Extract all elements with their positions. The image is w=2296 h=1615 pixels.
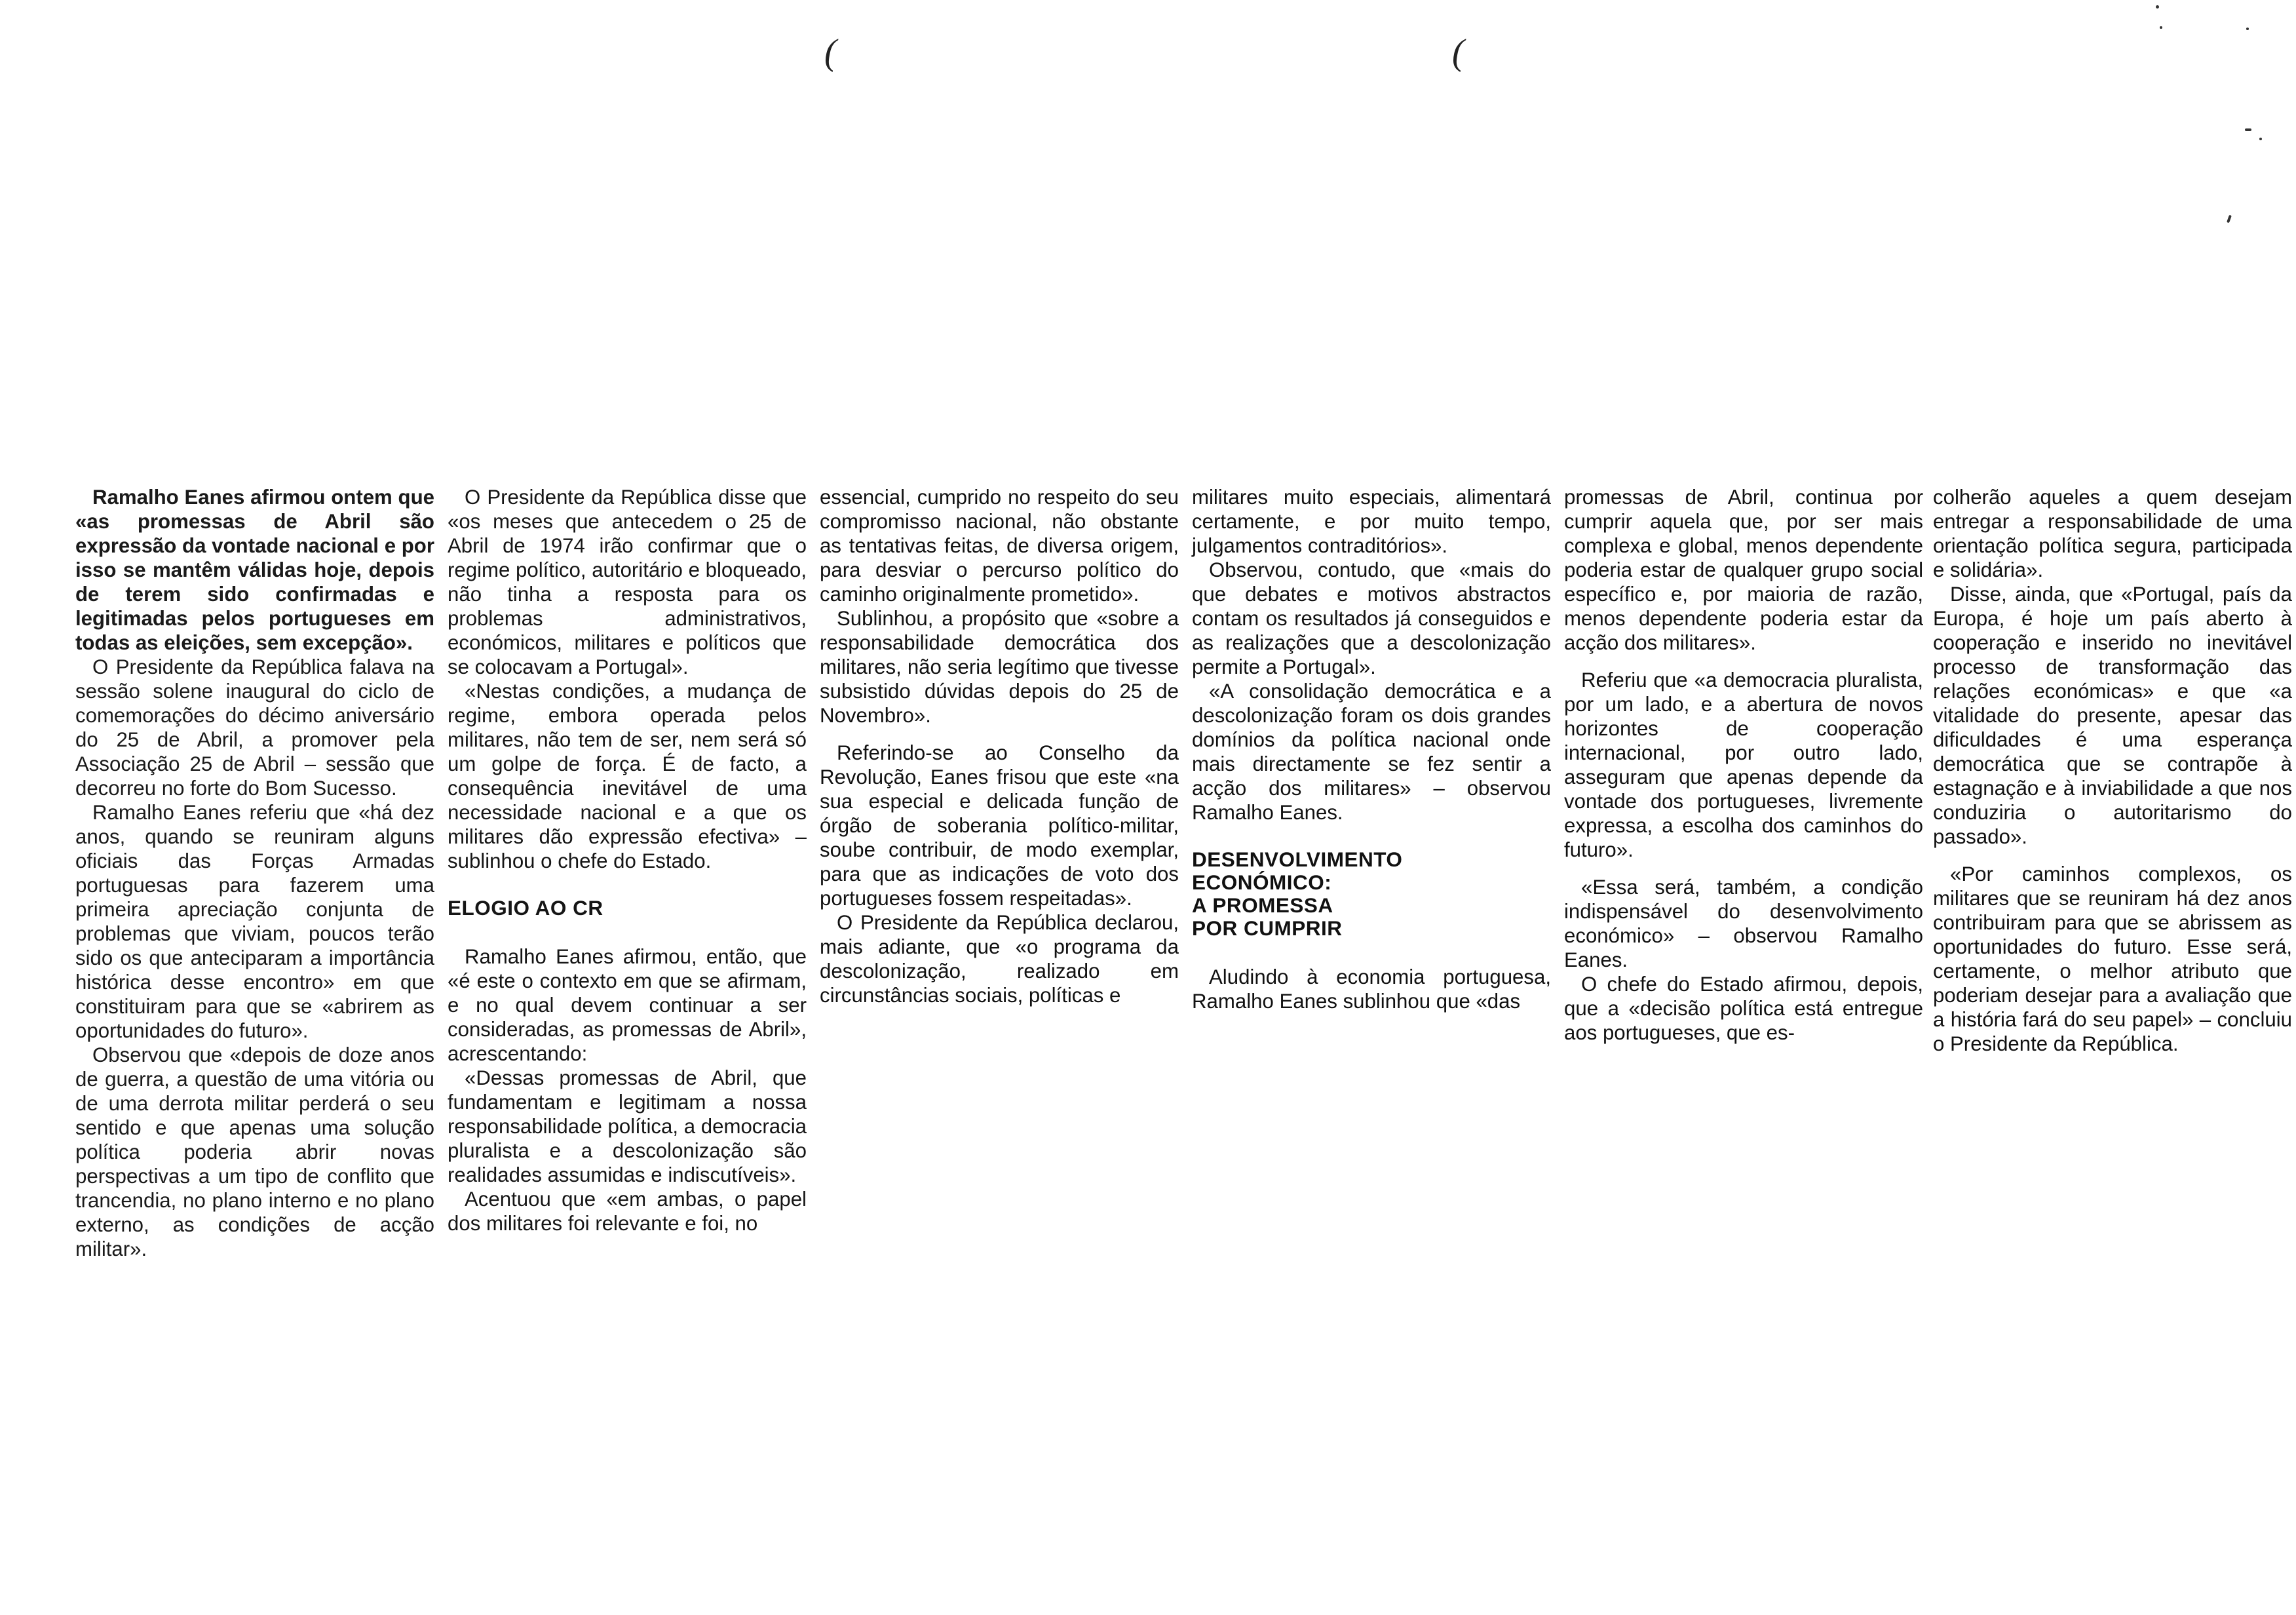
paragraph: «Por caminhos complexos, os militares que se reuniram há dez anos contribuiram para que se abrissem as oportunidades do futuro. Esse será, certamente, o melhor atributo que poderiam desejar para a avaliação que a história fará do seu papel» – concluiu o Presidente da República. [1933,863,2292,1055]
paragraph: militares muito especiais, alimentará certamente, e por muito tempo, julgamentos contraditórios». [1192,486,1551,557]
scan-speck [2160,26,2162,29]
heading-line: POR CUMPRIR [1192,916,1343,940]
paragraph: O Presidente da República disse que «os meses que antecedem o 25 de Abril de 1974 irão confirmar que o regime político, autoritário e bloqueado, não tinha a resposta para os problemas administrativos, económicos, militares e políticos que se colocavam a Portugal». [448,486,807,678]
paragraph: «Essa será, também, a condição indispensável do desenvolvimento económico» – observou Ramalho Eanes. [1564,876,1923,971]
scan-speck [2156,5,2159,9]
paragraph: essencial, cumprido no respeito do seu compromisso nacional, não obstante as tentativas feitas, de diversa origem, para desviar o percurso político do caminho originalmente prometido». [820,486,1179,606]
article-column-3 [820,485,1179,1007]
heading-line: ECONÓMICO: [1192,870,1332,894]
paragraph: O chefe do Estado afirmou, depois, que a «decisão política está entregue aos portugueses, que es- [1564,973,1923,1044]
paragraph: Observou que «depois de doze anos de guerra, a questão de uma vitória ou de uma derrota militar perderá o seu sentido e que apenas uma solução política poderia abrir novas perspectivas a um tipo de conflito que trancendia, no plano interno e no plano externo, as condições de acção militar». [75,1043,434,1260]
paragraph: Ramalho Eanes afirmou, então, que «é este o contexto em que se afirmam, e no qual devem continuar a ser consideradas, as promessas de Abril», acrescentando: [448,945,807,1065]
paragraph: promessas de Abril, continua por cumprir aquela que, por ser mais complexa e global, menos dependente poderia estar de qualquer grupo social específico e, por maioria de razão, menos dependente poderia estar da acção dos militares». [1564,486,1923,654]
paragraph: Ramalho Eanes referiu que «há dez anos, quando se reuniram alguns oficiais das Forças Armadas portuguesas para fazerem uma primeira apreciação conjunta de problemas que viviam, poucos terão sido os que anteciparam a importância histórica desse encontro» em que constituiram para que se «abrirem as oportunidades do futuro». [75,801,434,1042]
scan-speck [2246,28,2249,30]
paragraph: Ramalho Eanes afirmou ontem que «as promessas de Abril são expressão da vontade nacional e por isso se mantêm válidas hoje, depois de terem sido confirmadas e legitimadas pelos portugueses em todas as eleições, sem excepção». [75,486,434,654]
paragraph: Referiu que «a democracia pluralista, por um lado, e a abertura de novos horizontes de cooperação internacional, por outro lado, asseguram que apenas depende da vontade dos portugueses, livremente expressa, a escolha dos caminhos do futuro». [1564,669,1923,861]
paragraph: Disse, ainda, que «Portugal, país da Europa, é hoje um país aberto à cooperação e inserido no inevitável processo de transformação das relações económicas» e que «a vitalidade do presente, apesar das dificuldades é uma esperança democrática que se contrapõe à estagnação e à inviabilidade a que nos conduziria o autoritarismo do passado». [1933,583,2292,848]
paragraph: «A consolidação democrática e a descolonização foram os dois grandes domínios da política nacional onde mais directamente se fez sentir a acção dos militares» – observou Ramalho Eanes. [1192,680,1551,824]
stray-paren-left: ( [824,32,837,73]
paragraph: Sublinhou, a propósito que «sobre a responsabilidade democrática dos militares, não seria legítimo que tivesse subsistido dúvidas depois do 25 de Novembro». [820,607,1179,727]
article-column-6 [1933,485,2292,1056]
paragraph: «Nestas condições, a mudança de regime, embora operada pelos militares, não tem de ser, nem será só um golpe de força. É de facto, a consequência inevitável de uma necessidade nacional e a que os militares dão expressão efectiva» – sublinhou o chefe do Estado. [448,680,807,872]
section-heading: ELOGIO AO CR [448,896,603,920]
scan-speck [2245,128,2251,131]
heading-line: DESENVOLVIMENTO [1192,847,1403,871]
article-column-5 [1564,485,1923,1045]
article-column-1 [75,485,434,1261]
stray-paren-right: ( [1452,32,1464,73]
article-column-2 [448,485,807,1236]
paragraph: Aludindo à economia portuguesa, Ramalho Eanes sublinhou que «das [1192,965,1551,1013]
paragraph: O Presidente da República falava na sessão solene inaugural do ciclo de comemorações do décimo aniversário do 25 de Abril, a promover pela Associação 25 de Abril – sessão que decorreu no forte do Bom Sucesso. [75,655,434,800]
paragraph: «Dessas promessas de Abril, que fundamentam e legitimam a nossa responsabilidade política, a democracia pluralista e a descolonização são realidades assumidas e indiscutíveis». [448,1066,807,1186]
paragraph: O Presidente da República declarou, mais adiante, que «o programa da descolonização, realizado em circunstâncias sociais, políticas e [820,911,1179,1007]
scan-speck [2259,138,2262,140]
paragraph: Acentuou que «em ambas, o papel dos militares foi relevante e foi, no [448,1188,807,1235]
paragraph: colherão aqueles a quem desejam entregar a responsabilidade de uma orientação política segura, participada e solidária». [1933,486,2292,581]
scan-speck [2227,215,2232,224]
article-column-4 [1192,485,1551,1013]
section-heading [1192,848,1551,940]
paragraph: Observou, contudo, que «mais do que debates e motivos abstractos contam os resultados já conseguidos e as realizações que a descolonização permite a Portugal». [1192,558,1551,678]
heading-line: A PROMESSA [1192,893,1333,917]
paragraph: Referindo-se ao Conselho da Revolução, Eanes frisou que este «na sua especial e delicada função de órgão de soberania político-militar, soube contribuir, de modo exemplar, para que as indicações de voto dos portugueses fossem respeitadas». [820,741,1179,910]
